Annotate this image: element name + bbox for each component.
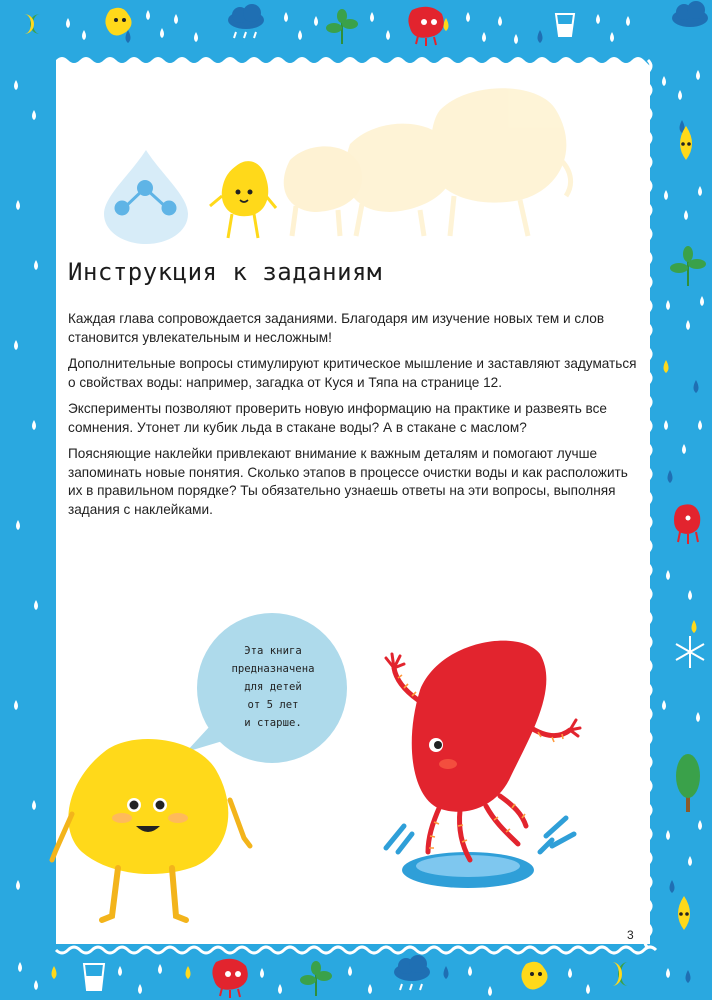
bubble-line: Эта книга <box>244 645 302 657</box>
bubble-line: предназначена <box>231 663 315 675</box>
page-number: 3 <box>627 928 634 942</box>
yellow-character <box>52 739 250 920</box>
paragraph-experiments: Эксперименты позволяют проверить новую информацию на практике и развеять все сомнения. Утонет ли кубик льда в стакане воды? А в стакане с маслом? <box>68 401 607 435</box>
paragraph-questions: Дополнительные вопросы стимулируют критическое мышление и заставляют задуматься о свойствах воды: например, загадка от Куся и Тяпа на странице 12. <box>68 356 637 390</box>
bubble-line: и старше. <box>244 717 302 729</box>
red-character <box>386 641 580 860</box>
bubble-line: для детей <box>244 681 302 693</box>
speech-bubble-text <box>218 642 328 732</box>
page-title: Инструкция к заданиям <box>68 258 382 286</box>
bubble-line: от 5 лет <box>247 699 299 711</box>
paragraph-tasks: Каждая глава сопровождается заданиями. Благодаря им изучение новых тем и слов становится увлекательным и несложным! <box>68 311 605 345</box>
paragraph-stickers: Поясняющие наклейки привлекают внимание к важным деталям и помогают лучше запоминать новые понятия. Сколько этапов в процессе очистки воды и как расположить их в правильном порядке? Ты обязательно узнаешь ответы на эти вопросы, выполняя задания с наклейками. <box>68 446 628 517</box>
puddle <box>386 818 574 888</box>
